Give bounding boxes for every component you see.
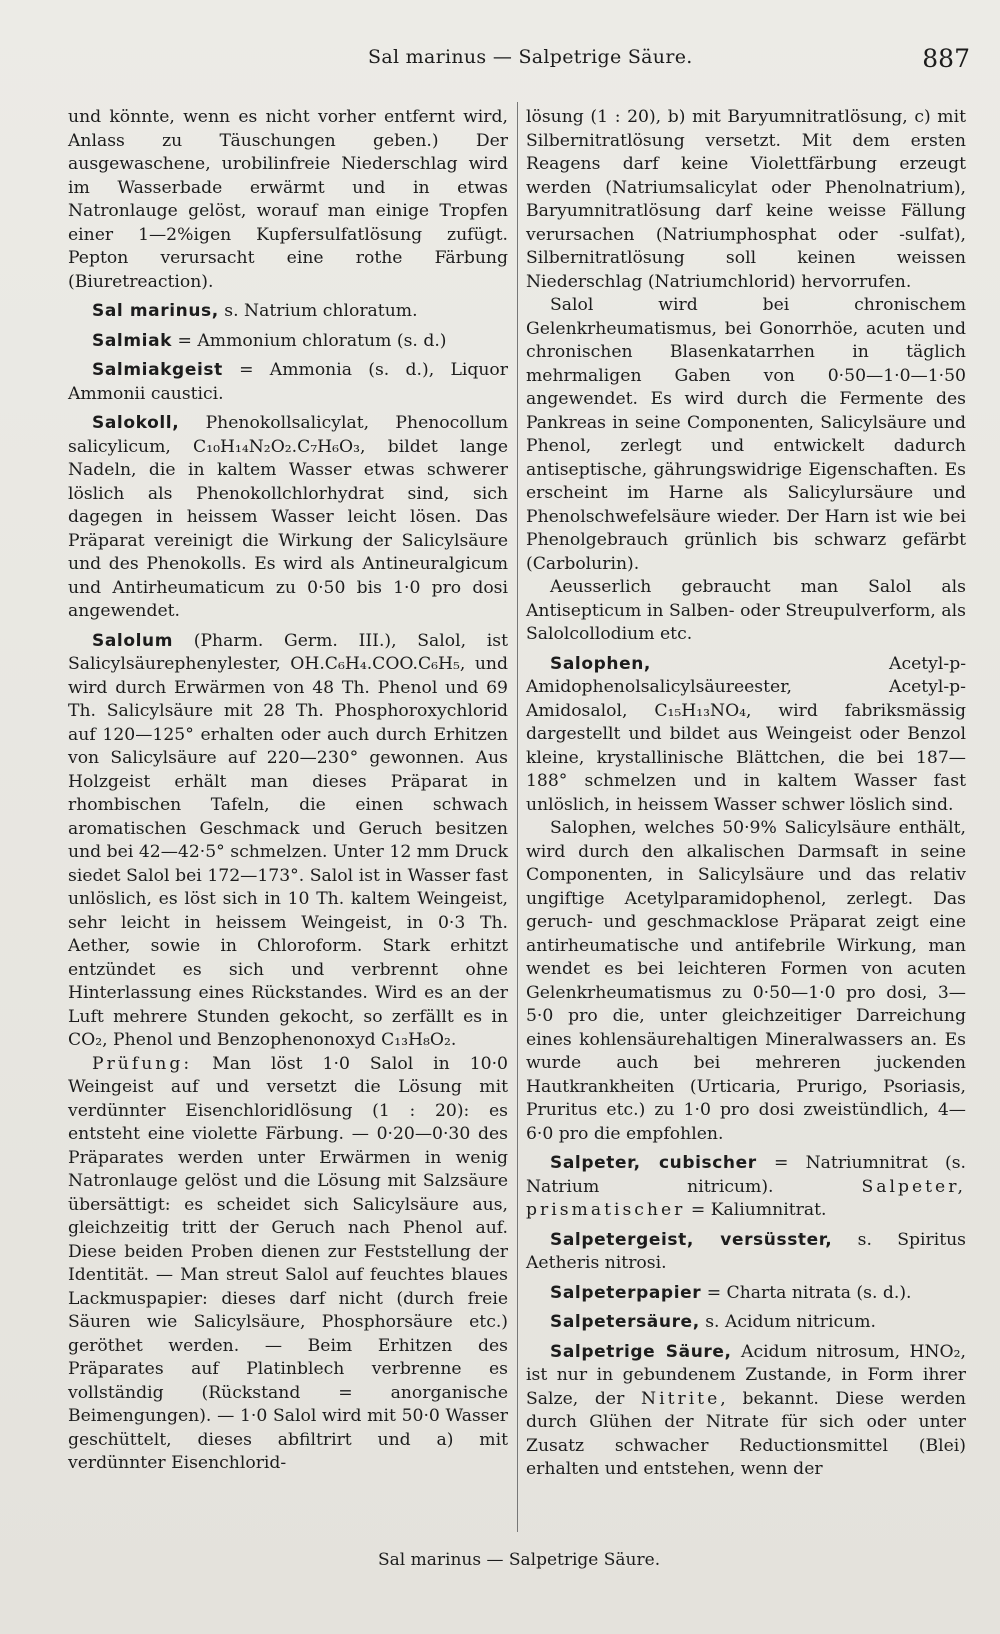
pruefung-paragraph: [68, 1053, 508, 1476]
entry-text: s. Natrium chloratum.: [218, 301, 418, 321]
entry-salpetrige-saeure: [526, 1341, 966, 1482]
headword: Salpetrige Säure,: [550, 1341, 732, 1362]
paragraph: Aeusserlich gebraucht man Salol als Antisepticum in Salben- oder Streupulverform, als Salolcollodium etc.: [526, 577, 966, 644]
entry-salpetersaeure: [526, 1311, 966, 1335]
headword: Salophen,: [550, 653, 651, 674]
continued-paragraph: lösung (1 : 20), b) mit Baryumnitratlösung, c) mit Silbernitratlösung versetzt. Mit dem ersten Reagens darf keine Violettfärbung erzeugt werden (Natriumsalicylat oder Phenolnatrium), Baryumnitratlösung darf keine weisse Fällung verursachen (Natriumphosphat oder -sulfat), Silbernitratlösung soll keinen weissen Niederschlag (Natriumchlorid) hervorrufen.: [526, 107, 966, 292]
entry-text: Acidum nitrosum, HNO₂, ist nur in gebundenem Zustande, in Form ihrer Salze, der: [526, 1341, 966, 1409]
entry-salmiak: [68, 330, 508, 354]
entry-salokoll: [68, 412, 508, 624]
headword: Salpeter, cubischer: [550, 1153, 757, 1173]
column-divider: [517, 102, 518, 1532]
entry-text: Phenokollsalicylat, Phenocollum salicylicum, C₁₀H₁₄N₂O₂.C₇H₆O₃, bildet lange Nadeln, die in kaltem Wasser etwas schwerer löslich als Phenokollchlorhydrat sind, sich dagegen in heissem Wasser leicht lösen. Das Präparat vereinigt die Wirkung der Salicylsäure und des Phenokolls. Es wird als Antineuralgicum und Antirheumaticum zu 0·50 bis 1·0 pro dosi angewendet.: [68, 413, 508, 621]
entry-text: , bekannt. Diese werden durch Glühen der Nitrate für sich oder unter Zusatz schwacher Reductionsmittel (Blei) erhalten und entstehen, wenn der: [526, 1388, 967, 1479]
headword: Salokoll,: [92, 413, 180, 433]
entry-text: s. Spiritus Aetheris nitrosi.: [526, 1229, 966, 1273]
entry-salophen: [526, 653, 966, 818]
running-head-title: Sal marinus — Salpetrige Säure.: [368, 46, 693, 68]
page-number: 887: [922, 44, 970, 73]
entry-text: = Charta nitrata (s. d.).: [701, 1282, 912, 1303]
headword: Salmiak: [92, 330, 173, 351]
right-column: [526, 106, 966, 1482]
entry-text: = Ammonium chloratum (s. d.): [172, 330, 447, 351]
paragraph-text: Man löst 1·0 Salol in 10·0 Weingeist auf und versetzt die Lösung mit verdünnter Eisenchloridlösung (1 : 20): es entsteht eine violette Färbung. — 0·20—0·30 des Präparates werden unter Erwärmen in wenig Natronlauge gelöst und die Lösung mit Salzsäure übersättigt: es scheidet sich Salicylsäure aus, gleichzeitig tritt der Geruch nach Phenol auf. Diese beiden Proben dienen zur Feststellung der Identität. — Man streut Salol auf feuchtes blaues Lackmuspapier: dieses darf nicht (durch freie Säuren wie Salicylsäure, Phosphorsäure etc.) geröthet werden. — Beim Erhitzen des Präparates auf Platinblech verbrenne es vollständig (Rückstand = anorganische Beimengungen). — 1·0 Salol wird mit 50·0 Wasser geschüttelt, dieses abfiltrirt und a) mit verdünnter Eisenchlorid-: [68, 1053, 508, 1473]
running-head: [0, 44, 1000, 74]
entry-salpeter-cubischer: [526, 1152, 966, 1223]
entry-text: = Kaliumnitrat.: [685, 1200, 827, 1220]
entry-salmiakgeist: [68, 359, 508, 406]
entry-sal-marinus: [68, 300, 508, 324]
continued-paragraph: und könnte, wenn es nicht vorher entfernt wird, Anlass zu Täuschungen geben.) Der ausgewaschene, urobilinfreie Niederschlag wird im Wasserbade erwärmt und in etwas Natronlauge gelöst, worauf man einige Tropfen einer 1—2%igen Kupfersulfatlösung zufügt. Pepton verursacht eine rothe Färbung (Biuretreaction).: [68, 107, 508, 292]
spaced-term: Salpeter, prismatischer: [526, 1176, 966, 1220]
headword: Sal marinus,: [92, 301, 219, 321]
paragraph: Salophen, welches 50·9% Salicylsäure enthält, wird durch den alkalischen Darmsaft in seine Componenten, in Salicylsäure und das relativ ungiftige Acetylparamidophenol, zerlegt. Das geruch- und geschmacklose Präparat zeigt eine antirheumatische und antifebrile Wirkung, man wendet es bei leichteren Formen von acuten Gelenkrheumatismus zu 0·50—1·0 pro dosi, 3—5·0 pro die, unter gleichzeitiger Darreichung eines kohlensäurehaltigen Mineralwassers an. Es wurde auch bei mehreren juckenden Hautkrankheiten (Urticaria, Prurigo, Psoriasis, Pruritus etc.) zu 1·0 pro dosi zweistündlich, 4—6·0 pro die empfohlen.: [526, 818, 966, 1144]
entry-text: Acetyl-p-Amidophenolsalicylsäureester, Acetyl-p-Amidosalol, C₁₅H₁₃NO₄, wird fabriksmässig dargestellt und bildet aus Weingeist oder Benzol kleine, krystallinische Blättchen, die bei 187—188° schmelzen und in kaltem Wasser fast unlöslich, in heissem Wasser schwer löslich sind.: [526, 653, 966, 815]
spaced-lead: Prüfung:: [92, 1053, 193, 1074]
page-footer: Sal marinus — Salpetrige Säure.: [378, 1550, 661, 1570]
spaced-term: Nitrite: [641, 1388, 721, 1409]
entry-text: = Ammonia (s. d.), Liquor Ammonii caustici.: [68, 360, 508, 404]
entry-text: (Pharm. Germ. III.), Salol, ist Salicylsäurephenylester, OH.C₆H₄.COO.C₆H₅, und wird durch Erwärmen von 48 Th. Phenol und 69 Th. Salicylsäure mit 28 Th. Phosphoroxychlorid auf 120—125° erhalten oder auch durch Erhitzen von Salicylsäure auf 220—230° gewonnen. Aus Holzgeist erhält man dieses Präparat in rhombischen Tafeln, die einen schwach aromatischen Geschmack und Geruch besitzen und bei 42—42·5° schmelzen. Unter 12 mm Druck siedet Salol bei 172—173°. Salol ist in Wasser fast unlöslich, es löst sich in 10 Th. kaltem Weingeist, sehr leicht in heissem Weingeist, in 0·3 Th. Aether, sowie in Chloroform. Stark erhitzt entzündet es sich und verbrennt ohne Hinterlassung eines Rückstandes. Wird es an der Luft mehrere Stunden gekocht, so zerfällt es in CO₂, Phenol und Benzophenonoxyd C₁₃H₈O₂.: [68, 630, 508, 1050]
left-column: [68, 106, 508, 1476]
entry-salolum: [68, 630, 508, 1053]
entry-text: = Natriumnitrat (s. Natrium nitricum).: [526, 1153, 966, 1197]
headword: Salolum: [92, 630, 174, 651]
headword: Salpetergeist, versüsster,: [550, 1229, 833, 1250]
headword: Salmiakgeist: [92, 360, 223, 380]
paragraph: Salol wird bei chronischem Gelenkrheumatismus, bei Gonorrhöe, acuten und chronischen Blasenkatarrhen in täglich mehrmaligen Gaben von 0·50—1·0—1·50 angewendet. Es wird durch die Fermente des Pankreas in seine Componenten, Salicylsäure und Phenol, zerlegt und entwickelt dadurch antiseptische, gährungswidrige Eigenschaften. Es erscheint im Harne als Salicylursäure und Phenolschwefelsäure wieder. Der Harn ist wie bei Phenolgebrauch grünlich bis schwarz gefärbt (Carbolurin).: [526, 295, 966, 574]
entry-text: s. Acidum nitricum.: [699, 1312, 876, 1332]
headword: Salpeterpapier: [550, 1282, 702, 1303]
entry-salpetergeist: [526, 1229, 966, 1276]
entry-salpeterpapier: [526, 1282, 966, 1306]
headword: Salpetersäure,: [550, 1312, 700, 1332]
